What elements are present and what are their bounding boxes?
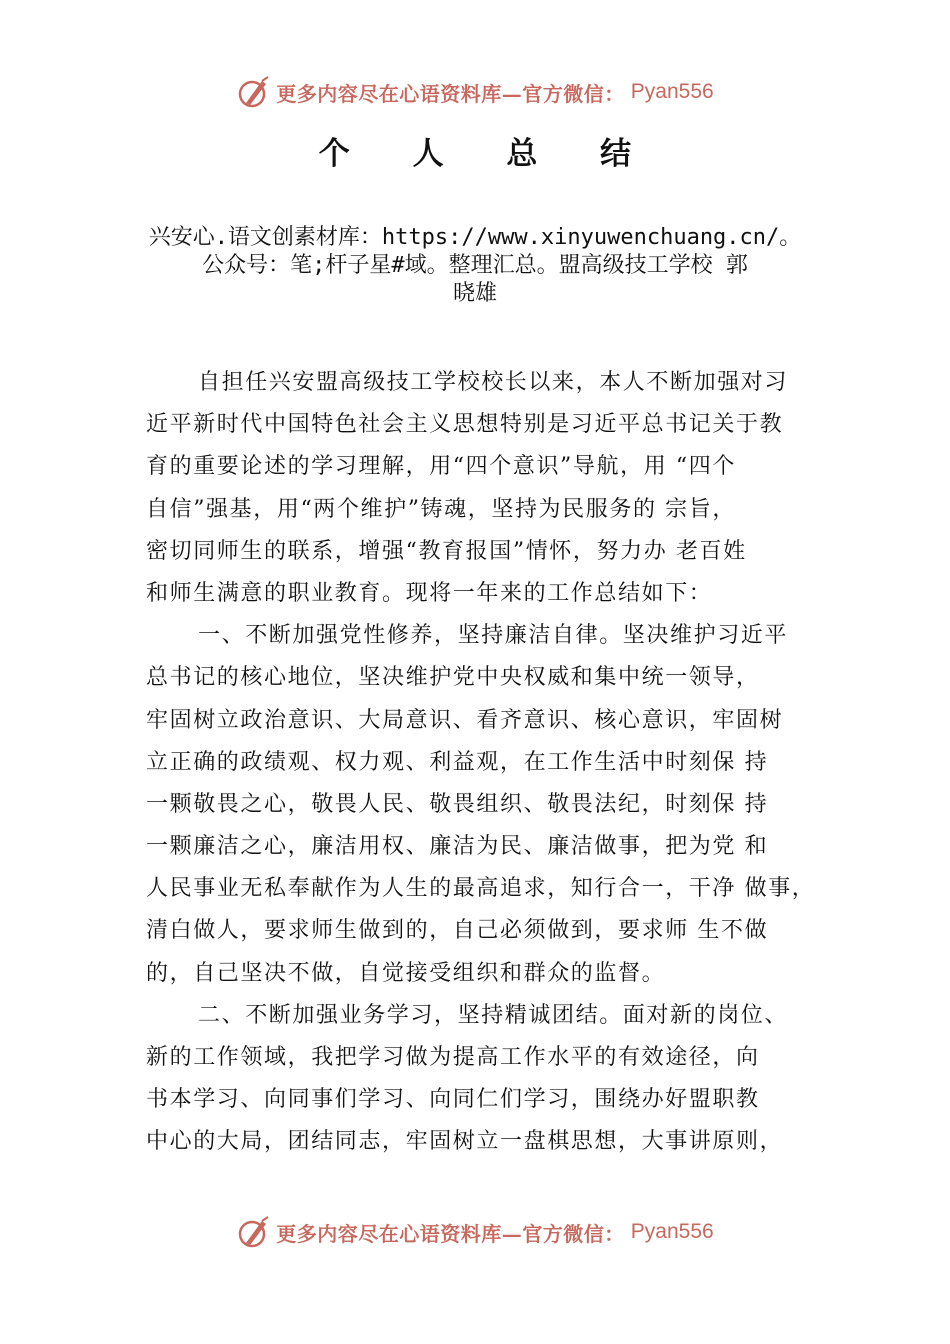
pen-feather-logo-icon [236, 75, 270, 109]
watermark-promo-text: 更多内容尽在心语资料库—官方微信： [276, 1221, 625, 1246]
source-line: 晓雄 [452, 281, 497, 306]
body-line: 自信”强基，用“两个维护”铸魂，坚持为民服务的 宗旨， [146, 496, 736, 522]
body-line: 一、不断加强党性修养，坚持廉洁自律。坚决维护习近平 [198, 623, 789, 649]
body-line: 中心的大局，团结同志，牢固树立一盘棋思想，大事讲原则， [146, 1129, 784, 1155]
body-line: 书本学习、向同事们学习、向同仁们学习，围绕办好盟职教 [146, 1087, 760, 1113]
body-line: 人民事业无私奉献作为人生的最高追求，知行合一，干净 做事， [146, 876, 816, 902]
body-line: 立正确的政绩观、权力观、利益观，在工作生活中时刻保 持 [146, 749, 769, 775]
watermark-promo-text: 更多内容尽在心语资料库—官方微信： [276, 81, 625, 106]
body-line: 牢固树立政治意识、大局意识、看齐意识、核心意识，牢固树 [146, 707, 784, 733]
watermark-wechat-handle: Pyan556 [630, 80, 714, 103]
body-line: 育的重要论述的学习理解，用“四个意识”导航，用 “四个 [146, 454, 736, 480]
body-line: 新的工作领域，我把学习做为提高工作水平的有效途径，向 [146, 1045, 760, 1070]
body-line: 的，自己坚决不做，自觉接受组织和群众的监督。 [146, 960, 666, 986]
watermark-wechat-handle: Pyan556 [630, 1220, 714, 1243]
body-line: 自担任兴安盟高级技工学校校长以来，本人不断加强对习 [198, 370, 789, 395]
footer-watermark-banner [0, 1212, 950, 1252]
body-line: 一颗廉洁之心，廉洁用权、廉洁为民、廉洁做事，把为党 和 [146, 834, 769, 860]
header-watermark-banner [0, 72, 950, 112]
pen-feather-logo-icon [236, 1215, 270, 1249]
body-line: 总书记的核心地位，坚决维护党中央权威和集中统一领导， [146, 665, 760, 691]
source-attribution [0, 224, 950, 308]
source-line: 公众号：笔;杆子星#域。整理汇总。盟高级技工学校 郭 [202, 253, 748, 278]
body-line: 密切同师生的联系，增强“教育报国”情怀，努力办 老百姓 [146, 538, 747, 564]
body-line: 清白做人，要求师生做到的，自己必须做到，要求师 生不做 [146, 918, 769, 944]
body-line: 二、不断加强业务学习，坚持精诚团结。面对新的岗位、 [198, 1002, 789, 1028]
page-title: 个 人 总 结 [318, 136, 658, 172]
body-line: 一颗敬畏之心，敬畏人民、敬畏组织、敬畏法纪，时刻保 持 [146, 791, 769, 817]
body-line: 和师生满意的职业教育。现将一年来的工作总结如下： [146, 580, 713, 606]
source-line: 兴安心.语文创素材库：https://www.xinyuwenchuang.cn/。 [148, 225, 802, 250]
document-body [146, 362, 846, 1164]
body-line: 近平新时代中国特色社会主义思想特别是习近平总书记关于教 [146, 412, 784, 438]
